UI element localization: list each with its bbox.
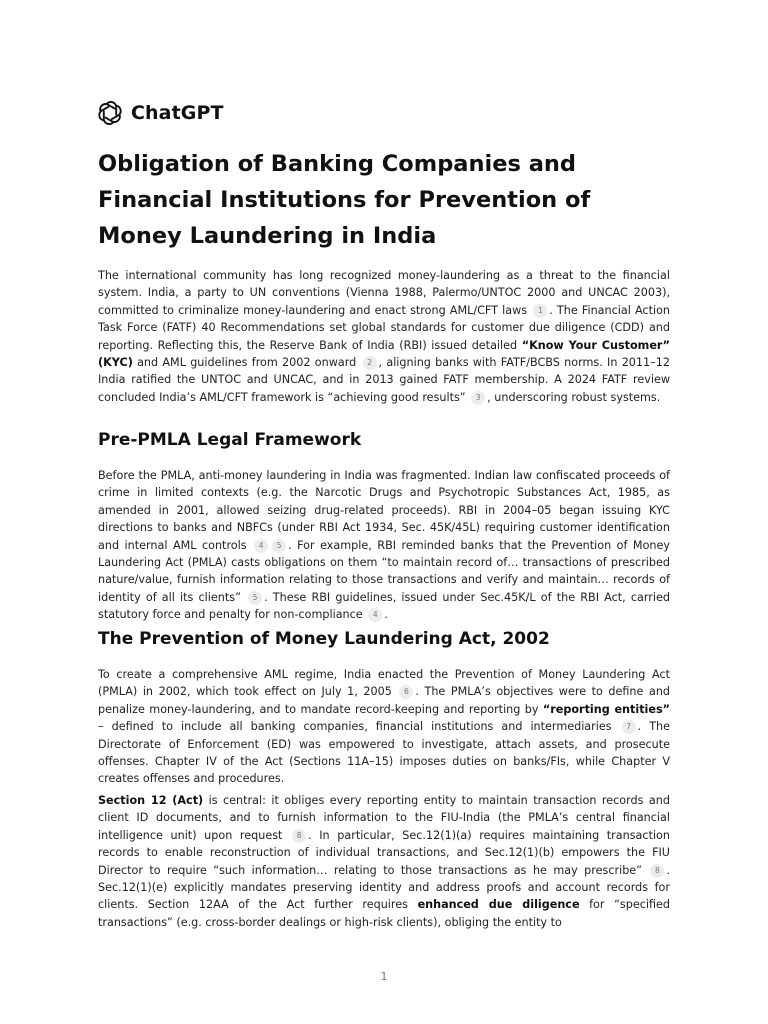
document-title: Obligation of Banking Companies and Financial Institutions for Prevention of Money Laundering in India xyxy=(98,151,591,249)
bold-text: “reporting entities” xyxy=(542,702,670,716)
section-text: . The PMLA’s objectives were to define and penalize money-laundering, and to mandate record-keeping and reporting by xyxy=(98,685,671,716)
pmla-paragraph-2 xyxy=(98,792,670,931)
section-text: is central: it obliges every reporting entity to maintain transaction records and client ID documents, and to furnish information to the FIU-India (the PMLA’s central financial intelligence unit) upon request xyxy=(98,794,670,842)
section-text: Before the PMLA, anti-money laundering in India was fragmented. Indian law confiscated proceeds of crime in limited contexts (e.g. the Narcotic Drugs and Psychotropic Substances Act, 1985, as amended in 2001, allowed seizing drug-related proceeds). RBI in 2004–05 began issuing KYC directions to banks and NBFCs (under RBI Act 1934, Sec. 45K/45L) requiring customer identification and internal AML controls xyxy=(98,469,670,552)
citation-badge[interactable]: 6 xyxy=(399,685,413,699)
pmla-paragraph-1 xyxy=(98,666,670,788)
intro-text: and AML guidelines from 2002 onward xyxy=(132,356,357,370)
section-heading-pre-pmla: Pre-PMLA Legal Framework xyxy=(98,430,362,450)
citation-badge[interactable]: 7 xyxy=(622,720,636,734)
citation-badge[interactable]: 8 xyxy=(292,829,306,843)
section-text: To create a comprehensive AML regime, India enacted the Prevention of Money Laundering Act (PMLA) in 2002, which took effect on July 1, 2005 xyxy=(98,668,670,699)
section-text: . xyxy=(384,608,388,622)
page-number: 1 xyxy=(380,970,388,983)
citation-badge[interactable]: 5 xyxy=(272,539,286,553)
intro-text: The international community has long recognized money-laundering as a threat to the financial system. India, a party to UN conventions (Vienna 1988, Palermo/UNTOC 2000 and UNCAC 2003), committed to criminalize money-laundering and enact strong AML/CFT laws xyxy=(98,269,670,317)
section-text: . In particular, Sec.12(1)(a) requires maintaining transaction records to enable reconstruction of individual transactions, and Sec.12(1)(b) empowers the FIU Director to require “such information… relating to those transactions as he may prescribe” xyxy=(98,828,670,877)
section-heading-pmla-2002: The Prevention of Money Laundering Act, 2002 xyxy=(98,629,550,649)
section-text: – defined to include all banking companies, financial institutions and intermediaries xyxy=(98,720,612,734)
section-text: . The Directorate of Enforcement (ED) was empowered to investigate, attach assets, and prosecute offenses. Chapter IV of the Act (Sections 11A–15) imposes duties on banks/FIs, while Chapter V creates offenses and procedures. xyxy=(98,720,671,786)
citation-badge[interactable]: 8 xyxy=(650,864,664,878)
citation-badge[interactable]: 4 xyxy=(368,608,382,622)
intro-paragraph xyxy=(98,267,670,406)
intro-text: . The Financial Action Task Force (FATF) 40 Recommendations set global standards for customer due diligence (CDD) and reporting. Reflecting this, the Reserve Bank of India (RBI) issued detailed xyxy=(98,303,670,352)
section-text: . For example, RBI reminded banks that the Prevention of Money Laundering Act (PMLA) casts obligations on them “to maintain record of… transactions of prescribed nature/value, furnish information relating to those transactions and verify and maintain… records of identity of all its clients” xyxy=(98,538,671,604)
citation-badge[interactable]: 4 xyxy=(254,539,268,553)
pre-pmla-paragraph xyxy=(98,467,670,624)
section-text: for “specified transactions” (e.g. cross-border dealings or high-risk clients), obliging the entity to xyxy=(98,898,670,929)
brand-name: ChatGPT xyxy=(131,102,224,124)
intro-text: , underscoring robust systems. xyxy=(487,390,661,404)
intro-text: , aligning banks with FATF/BCBS norms. In 2011–12 India ratified the UNTOC and UNCAC, and in 2013 gained FATF membership. A 2024 FATF review concluded India’s AML/CFT framework is “achieving good results” xyxy=(98,356,670,404)
brand-header xyxy=(97,100,224,126)
bold-text: enhanced due diligence xyxy=(417,898,580,912)
intro-bold-text: “Know Your Customer” (KYC) xyxy=(98,338,670,370)
section-text: . These RBI guidelines, issued under Sec.45K/L of the RBI Act, carried statutory force and penalty for non-compliance xyxy=(98,590,670,622)
citation-badge[interactable]: 2 xyxy=(363,356,377,370)
openai-logo-icon xyxy=(97,100,123,126)
section-text: . Sec.12(1)(e) explicitly mandates preserving identity and address proofs and account records for clients. Section 12AA of the Act further requires xyxy=(98,863,670,912)
citation-badge[interactable]: 1 xyxy=(533,304,547,318)
citation-badge[interactable]: 5 xyxy=(248,591,262,605)
bold-text: Section 12 (Act) xyxy=(98,794,204,807)
citation-badge[interactable]: 3 xyxy=(471,391,485,405)
